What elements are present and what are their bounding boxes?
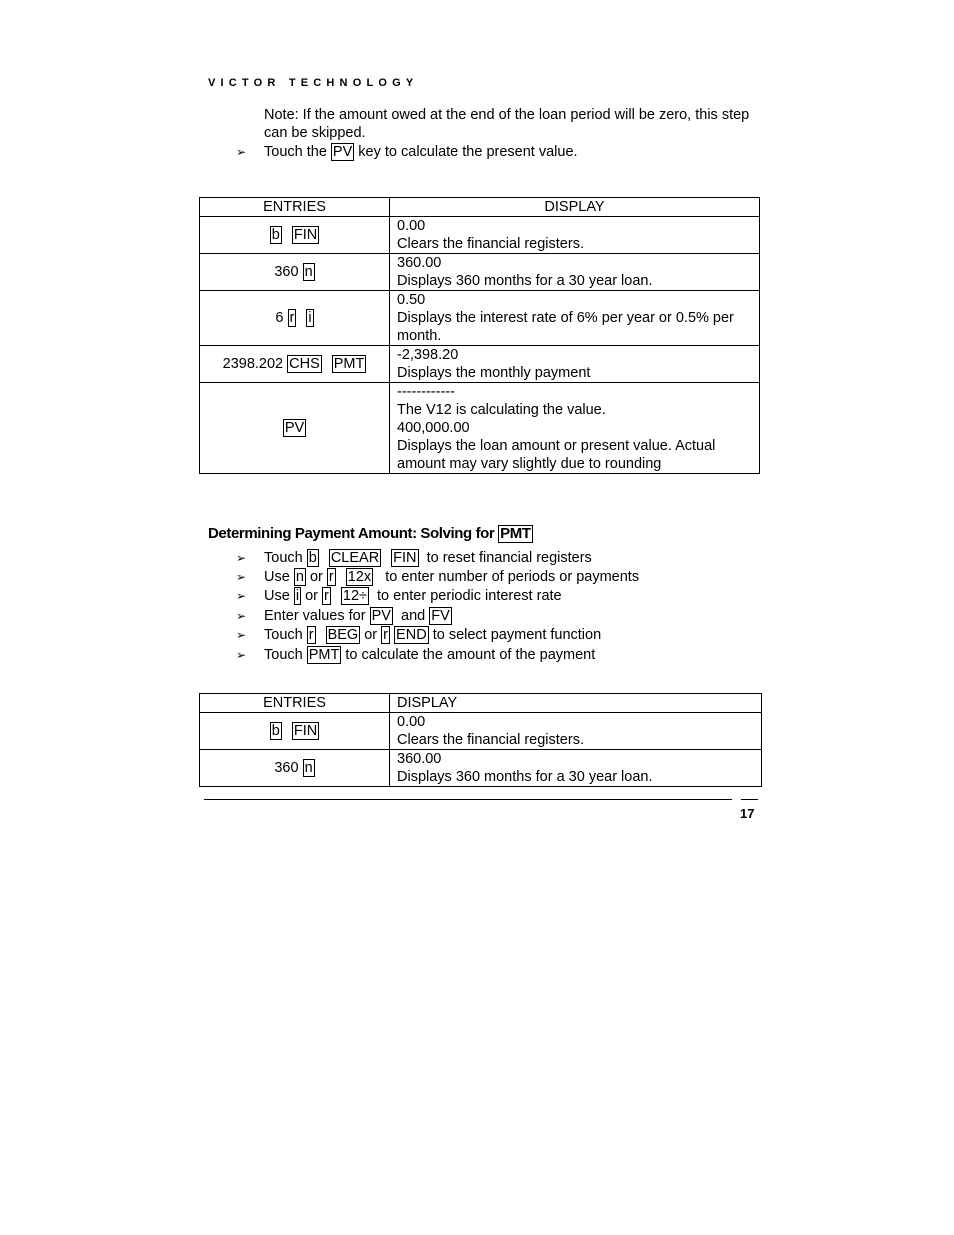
- key-b: b: [271, 227, 280, 243]
- table-row: [200, 383, 760, 474]
- table-row: [200, 750, 762, 787]
- page-number: 17: [740, 806, 755, 821]
- col-header-display: DISPLAY: [390, 694, 762, 713]
- display-cell: -2,398.20 Displays the monthly payment: [390, 346, 760, 383]
- entry-cell: 360 n: [200, 750, 390, 787]
- display-cell: 360.00 Displays 360 months for a 30 year loan.: [390, 254, 760, 291]
- list-item: ➢ Touch PMT to calculate the amount of the payment: [236, 647, 596, 663]
- arrow-bullet-icon: ➢: [236, 609, 247, 623]
- display-cell: 0.00 Clears the financial registers.: [390, 713, 762, 750]
- display-cell: 360.00 Displays 360 months for a 30 year loan.: [390, 750, 762, 787]
- footer-rule: [204, 799, 732, 800]
- display-cell: 0.00 Clears the financial registers.: [390, 217, 760, 254]
- key-i: i: [308, 310, 312, 326]
- key-r: r: [324, 588, 329, 604]
- key-n: n: [304, 264, 313, 280]
- key-fin: FIN: [293, 723, 318, 739]
- key-n: n: [304, 760, 313, 776]
- list-item: ➢ Enter values for PV and FV: [236, 608, 450, 624]
- key-r: r: [383, 627, 389, 643]
- arrow-bullet-icon: ➢: [236, 648, 247, 662]
- entry-cell: [200, 713, 390, 750]
- key-fin: FIN: [293, 227, 318, 243]
- entry-cell: 360 n: [200, 254, 390, 291]
- table-row: [200, 291, 760, 346]
- entry-cell: [200, 217, 390, 254]
- table-row: [200, 217, 760, 254]
- key-pv: PV: [371, 608, 391, 624]
- arrow-bullet-icon: ➢: [236, 628, 247, 642]
- arrow-bullet-icon: ➢: [236, 570, 247, 584]
- key-clear: CLEAR: [330, 550, 380, 566]
- arrow-bullet-icon: ➢: [236, 589, 247, 603]
- key-r: r: [328, 569, 334, 585]
- key-beg: BEG: [327, 627, 359, 643]
- section-heading: Determining Payment Amount: Solving for PMT: [208, 525, 531, 542]
- entries-table-1: [199, 197, 760, 474]
- col-header-entries: ENTRIES: [200, 694, 390, 713]
- key-b: b: [271, 723, 280, 739]
- key-12-divide: 12÷: [342, 588, 367, 604]
- key-i: i: [295, 588, 300, 604]
- key-pmt: PMT: [333, 356, 365, 372]
- key-b: b: [308, 550, 317, 566]
- table-header-row: [200, 198, 760, 217]
- table-row: [200, 713, 762, 750]
- entries-table-2: [199, 693, 762, 787]
- key-12x: 12x: [347, 569, 372, 585]
- col-header-entries: ENTRIES: [200, 198, 390, 217]
- arrow-bullet-icon: ➢: [236, 145, 247, 159]
- key-pv: PV: [284, 420, 305, 436]
- key-pv: PV: [332, 144, 353, 160]
- note-text: Note: If the amount owed at the end of the loan period will be zero, this step can be skipped.: [264, 107, 750, 141]
- running-header: VICTOR TECHNOLOGY: [208, 77, 419, 89]
- list-item: ➢ Use n or r 12x to enter number of periods or payments: [236, 569, 640, 585]
- key-end: END: [396, 627, 427, 643]
- list-item: ➢ Use i or r 12÷ to enter periodic interest rate: [236, 588, 562, 604]
- arrow-bullet-icon: ➢: [236, 551, 247, 565]
- table-row: [200, 254, 760, 291]
- display-cell: ------------ The V12 is calculating the value. 400,000.00 Displays the loan amount or present value. Actual amount may vary slightly due to rounding: [390, 383, 760, 474]
- key-n: n: [295, 569, 304, 585]
- table-header-row: [200, 694, 762, 713]
- entry-cell: 2398.202 CHS PMT: [200, 346, 390, 383]
- key-pmt: PMT: [500, 525, 531, 542]
- key-fin: FIN: [393, 550, 417, 566]
- list-item: ➢ Touch b CLEAR FIN to reset financial registers: [236, 550, 592, 566]
- table-row: [200, 346, 760, 383]
- key-r: r: [308, 627, 314, 643]
- entry-cell: 6 r i: [200, 291, 390, 346]
- bullet-pv: ➢ Touch the PV key to calculate the present value.: [236, 144, 578, 160]
- col-header-display: DISPLAY: [390, 198, 760, 217]
- list-item: ➢ Touch r BEG or r END to select payment function: [236, 627, 602, 643]
- entry-cell: [200, 383, 390, 474]
- key-r: r: [289, 310, 295, 326]
- key-chs: CHS: [289, 356, 320, 372]
- key-pmt: PMT: [308, 647, 340, 663]
- key-fv: FV: [431, 608, 450, 624]
- footer-rule-short: [741, 799, 758, 800]
- display-cell: 0.50 Displays the interest rate of 6% per year or 0.5% per month.: [390, 291, 760, 346]
